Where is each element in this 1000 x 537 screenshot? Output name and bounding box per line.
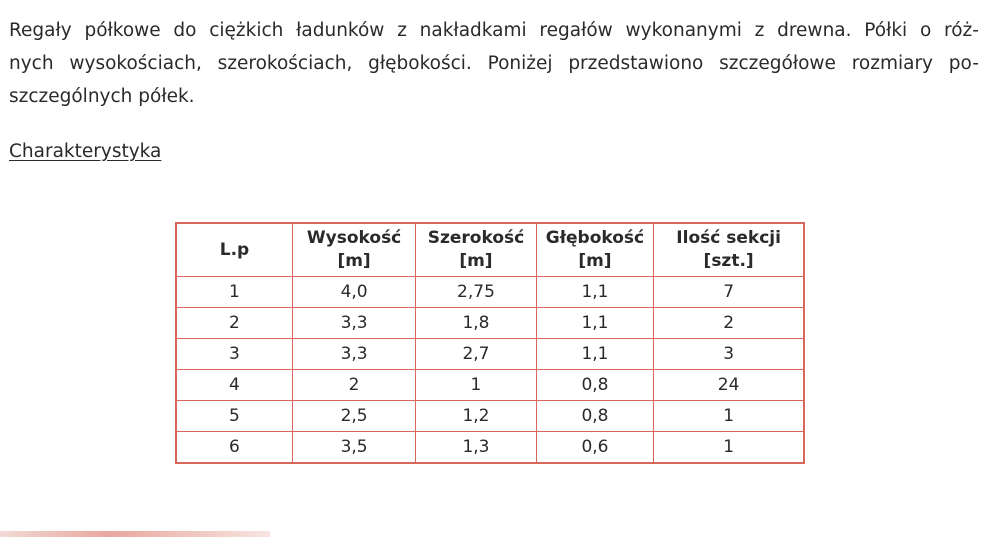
cell-width: 1,2 [416,401,536,432]
intro-paragraph [9,14,979,113]
intro-line-3 [9,80,979,113]
table-row [176,308,804,339]
header-width-label: Szerokość [427,228,525,248]
intro-word: półkowe [84,20,161,41]
cell-lp: 4 [176,370,292,401]
table-row [176,277,804,308]
section-heading: Charakterystyka [9,141,162,162]
intro-word: nych [9,53,54,74]
intro-word: Regały [9,20,72,41]
cell-lp: 6 [176,432,292,464]
intro-word: wykonanymi [625,20,742,41]
table-row [176,339,804,370]
cell-depth: 0,8 [536,401,654,432]
header-height-label: Wysokość [306,228,402,248]
cell-height: 2,5 [292,401,415,432]
cell-height: 4,0 [292,277,415,308]
intro-line-3-text: szczególnych półek. [9,86,195,107]
intro-word: z [397,20,407,41]
bottom-decorative-bar [0,531,270,537]
intro-word: o [919,20,932,41]
cell-lp: 2 [176,308,292,339]
intro-word: Poniżej [487,53,553,74]
cell-depth: 0,6 [536,432,654,464]
header-height [292,223,415,277]
intro-word: po- [948,53,979,74]
header-sections [654,223,804,277]
cell-depth: 1,1 [536,277,654,308]
cell-sections: 1 [654,432,804,464]
header-depth [536,223,654,277]
intro-word: wysokościach, [69,53,202,74]
header-depth-unit: [m] [578,251,612,271]
intro-word: Półki [864,20,908,41]
cell-depth: 1,1 [536,339,654,370]
cell-height: 3,3 [292,339,415,370]
cell-sections: 7 [654,277,804,308]
cell-width: 2,7 [416,339,536,370]
header-height-unit: [m] [337,251,371,271]
header-width [416,223,536,277]
intro-word: regałów [539,20,613,41]
header-sections-unit: [szt.] [703,251,754,271]
intro-word: szerokościach, [217,53,353,74]
header-depth-label: Głębokość [545,228,645,248]
cell-depth: 1,1 [536,308,654,339]
shelves-table [175,222,805,464]
intro-word: róż- [944,20,979,41]
intro-word: przedstawiono [568,53,704,74]
cell-height: 3,5 [292,432,415,464]
cell-sections: 1 [654,401,804,432]
table-header-row [176,223,804,277]
header-sections-label: Ilość sekcji [676,228,781,248]
header-lp-text: L.p [219,239,250,260]
header-lp [176,223,292,277]
intro-word: do [173,20,197,41]
intro-word: szczegółowe [719,53,836,74]
intro-line-2 [9,47,979,80]
cell-height: 3,3 [292,308,415,339]
intro-word: nakładkami [419,20,527,41]
cell-depth: 0,8 [536,370,654,401]
table-row [176,401,804,432]
cell-height: 2 [292,370,415,401]
cell-sections: 3 [654,339,804,370]
intro-word: drewna. [777,20,852,41]
cell-sections: 2 [654,308,804,339]
intro-line-1 [9,14,979,47]
cell-width: 2,75 [416,277,536,308]
cell-lp: 3 [176,339,292,370]
intro-word: z [754,20,765,41]
cell-width: 1,3 [416,432,536,464]
cell-lp: 1 [176,277,292,308]
intro-word: głębokości. [368,53,472,74]
cell-width: 1 [416,370,536,401]
cell-sections: 24 [654,370,804,401]
table-row [176,370,804,401]
intro-word: ciężkich [209,20,284,41]
table-row [176,432,804,464]
header-width-unit: [m] [459,251,493,271]
cell-width: 1,8 [416,308,536,339]
intro-word: ładunków [296,20,385,41]
cell-lp: 5 [176,401,292,432]
intro-word: rozmiary [851,53,933,74]
